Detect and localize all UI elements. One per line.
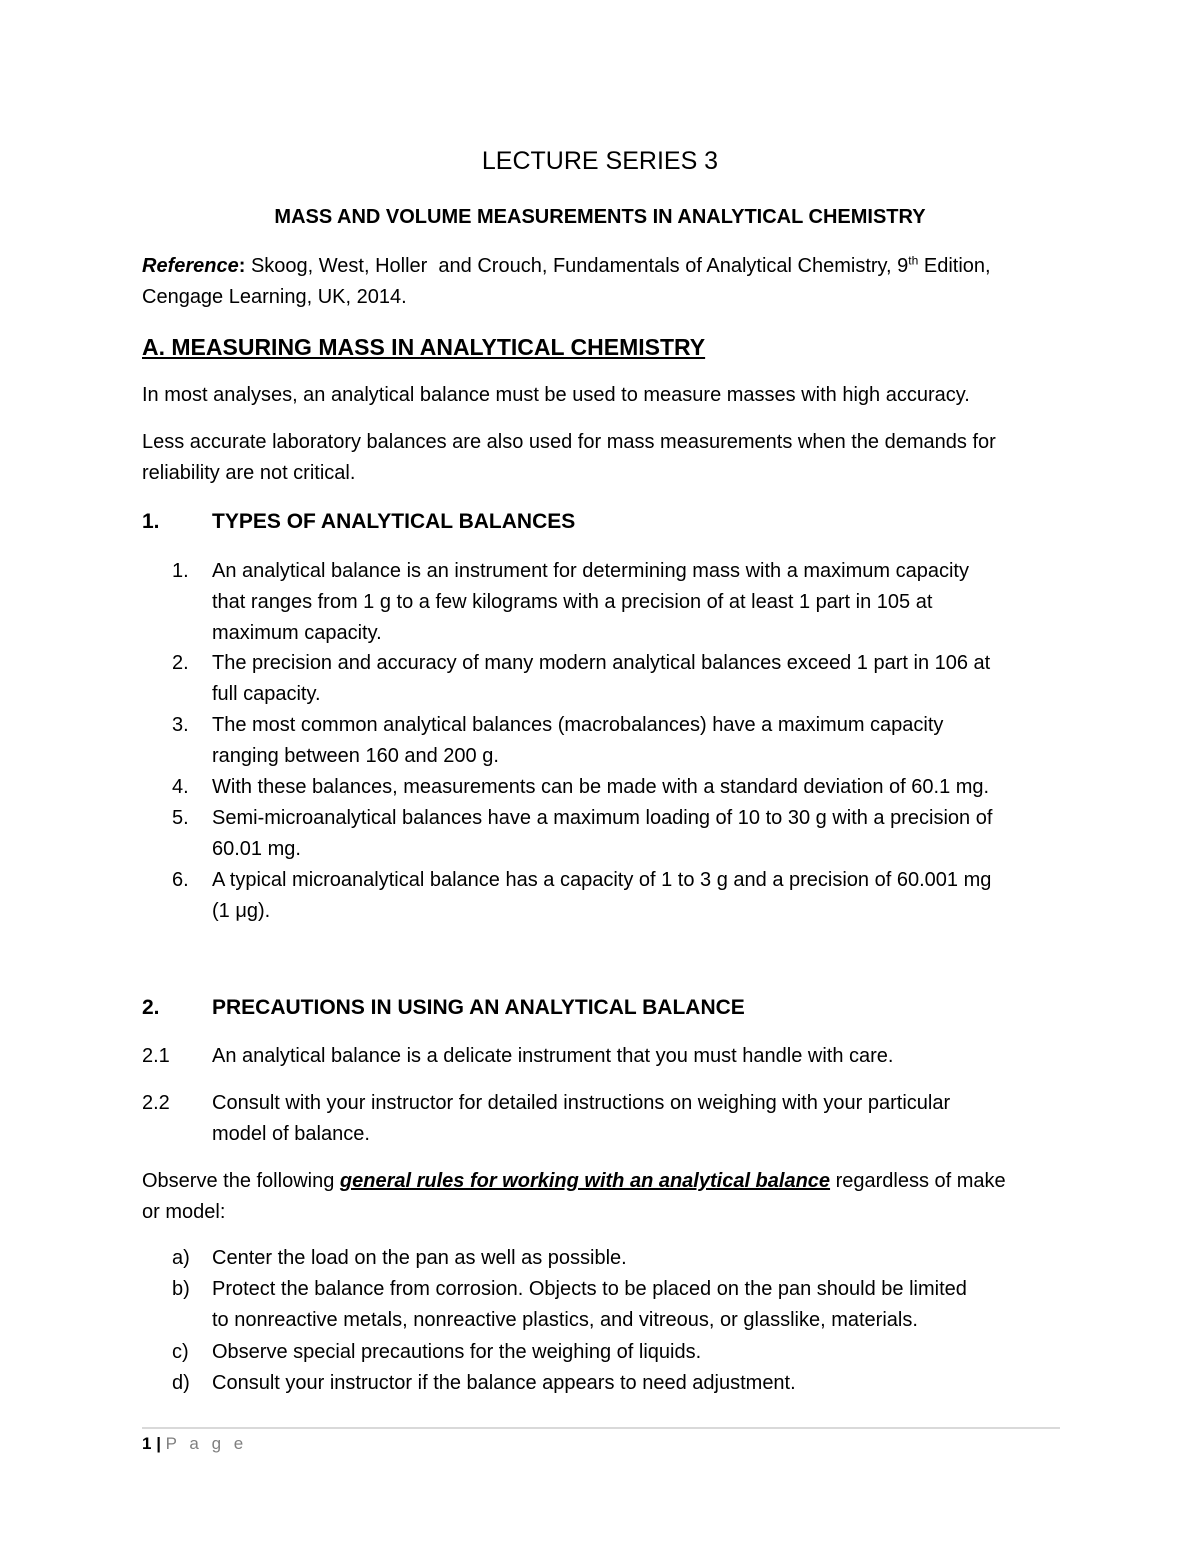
list-item-text: The precision and accuracy of many modern analytical balances exceed 1 part in 106 at xyxy=(212,652,991,674)
subsection-number: 2.2 xyxy=(142,1092,170,1114)
observe-text-end: regardless of make xyxy=(830,1170,1006,1192)
rule-letter: c) xyxy=(172,1341,189,1363)
reference-text: Skoog, West, Holler and Crouch, Fundamentals of Analytical Chemistry, 9 xyxy=(245,255,909,277)
reference-superscript: th xyxy=(908,253,919,268)
general-rules-emphasis: general rules for working with an analytical balance xyxy=(339,1170,831,1192)
rule-letter: a) xyxy=(172,1247,190,1269)
list-item-number: 2. xyxy=(172,652,189,674)
reference-line-1 xyxy=(142,251,991,282)
section-a-paragraph-2-line-1: Less accurate laboratory balances are also used for mass measurements when the demands for xyxy=(142,431,996,453)
page-title: LECTURE SERIES 3 xyxy=(481,147,719,175)
list-item-text: that ranges from 1 g to a few kilograms with a precision of at least 1 part in 105 at xyxy=(212,591,933,613)
rule-text: to nonreactive metals, nonreactive plastics, and vitreous, or glasslike, materials. xyxy=(212,1309,918,1331)
section-2-heading xyxy=(142,993,745,1023)
reference-edition: Edition, xyxy=(918,255,991,277)
section-1-heading xyxy=(142,507,575,537)
subsection-number: 2.1 xyxy=(142,1045,170,1067)
section-1-number: 1. xyxy=(142,510,160,533)
observe-rules-line-2: or model: xyxy=(142,1201,226,1223)
list-item-text: 60.01 mg. xyxy=(212,838,301,860)
reference-line-2: Cengage Learning, UK, 2014. xyxy=(142,286,407,308)
page-label: P a g e xyxy=(165,1434,248,1453)
observe-text: Observe the following xyxy=(142,1170,340,1192)
footer-divider xyxy=(142,1427,1060,1429)
rule-text: Center the load on the pan as well as possible. xyxy=(212,1247,627,1269)
list-item-number: 5. xyxy=(172,807,189,829)
list-item-text: (1 μg). xyxy=(212,900,271,922)
list-item-text: An analytical balance is an instrument for determining mass with a maximum capacity xyxy=(212,560,969,582)
page-footer xyxy=(142,1432,247,1456)
list-item-number: 3. xyxy=(172,714,189,736)
rule-text: Protect the balance from corrosion. Objects to be placed on the pan should be limited xyxy=(212,1278,967,1300)
list-item-text: A typical microanalytical balance has a capacity of 1 to 3 g and a precision of 60.001 mg xyxy=(212,869,992,891)
footer-separator: | xyxy=(151,1434,166,1453)
list-item-text: With these balances, measurements can be made with a standard deviation of 60.1 mg. xyxy=(212,776,990,798)
section-2-title: PRECAUTIONS IN USING AN ANALYTICAL BALANCE xyxy=(212,996,745,1019)
reference-colon: : xyxy=(238,255,246,277)
section-1-title: TYPES OF ANALYTICAL BALANCES xyxy=(212,510,576,533)
list-item-text: Semi-microanalytical balances have a maximum loading of 10 to 30 g with a precision of xyxy=(212,807,993,829)
list-item-text: ranging between 160 and 200 g. xyxy=(212,745,499,767)
section-a-paragraph-1: In most analyses, an analytical balance must be used to measure masses with high accuracy. xyxy=(142,384,970,406)
subsection-text: model of balance. xyxy=(212,1123,370,1145)
page-number: 1 xyxy=(142,1434,152,1453)
rule-text: Observe special precautions for the weighing of liquids. xyxy=(212,1341,702,1363)
list-item-text: full capacity. xyxy=(212,683,321,705)
rule-letter: d) xyxy=(172,1372,190,1394)
subsection-text: An analytical balance is a delicate instrument that you must handle with care. xyxy=(212,1045,894,1067)
page-subtitle: MASS AND VOLUME MEASUREMENTS IN ANALYTICAL CHEMISTRY xyxy=(274,206,926,228)
list-item-text: maximum capacity. xyxy=(212,622,382,644)
list-item-number: 6. xyxy=(172,869,189,891)
rule-letter: b) xyxy=(172,1278,190,1300)
list-item-number: 1. xyxy=(172,560,189,582)
list-item-number: 4. xyxy=(172,776,189,798)
section-a-paragraph-2-line-2: reliability are not critical. xyxy=(142,462,356,484)
rule-text: Consult your instructor if the balance appears to need adjustment. xyxy=(212,1372,796,1394)
subsection-text: Consult with your instructor for detailed instructions on weighing with your particular xyxy=(212,1092,951,1114)
list-item-text: The most common analytical balances (macrobalances) have a maximum capacity xyxy=(212,714,944,736)
section-2-number: 2. xyxy=(142,996,160,1019)
reference-label: Reference xyxy=(142,255,239,277)
observe-rules-line-1 xyxy=(142,1166,1006,1197)
section-a-heading: A. MEASURING MASS IN ANALYTICAL CHEMISTRY xyxy=(142,334,706,360)
